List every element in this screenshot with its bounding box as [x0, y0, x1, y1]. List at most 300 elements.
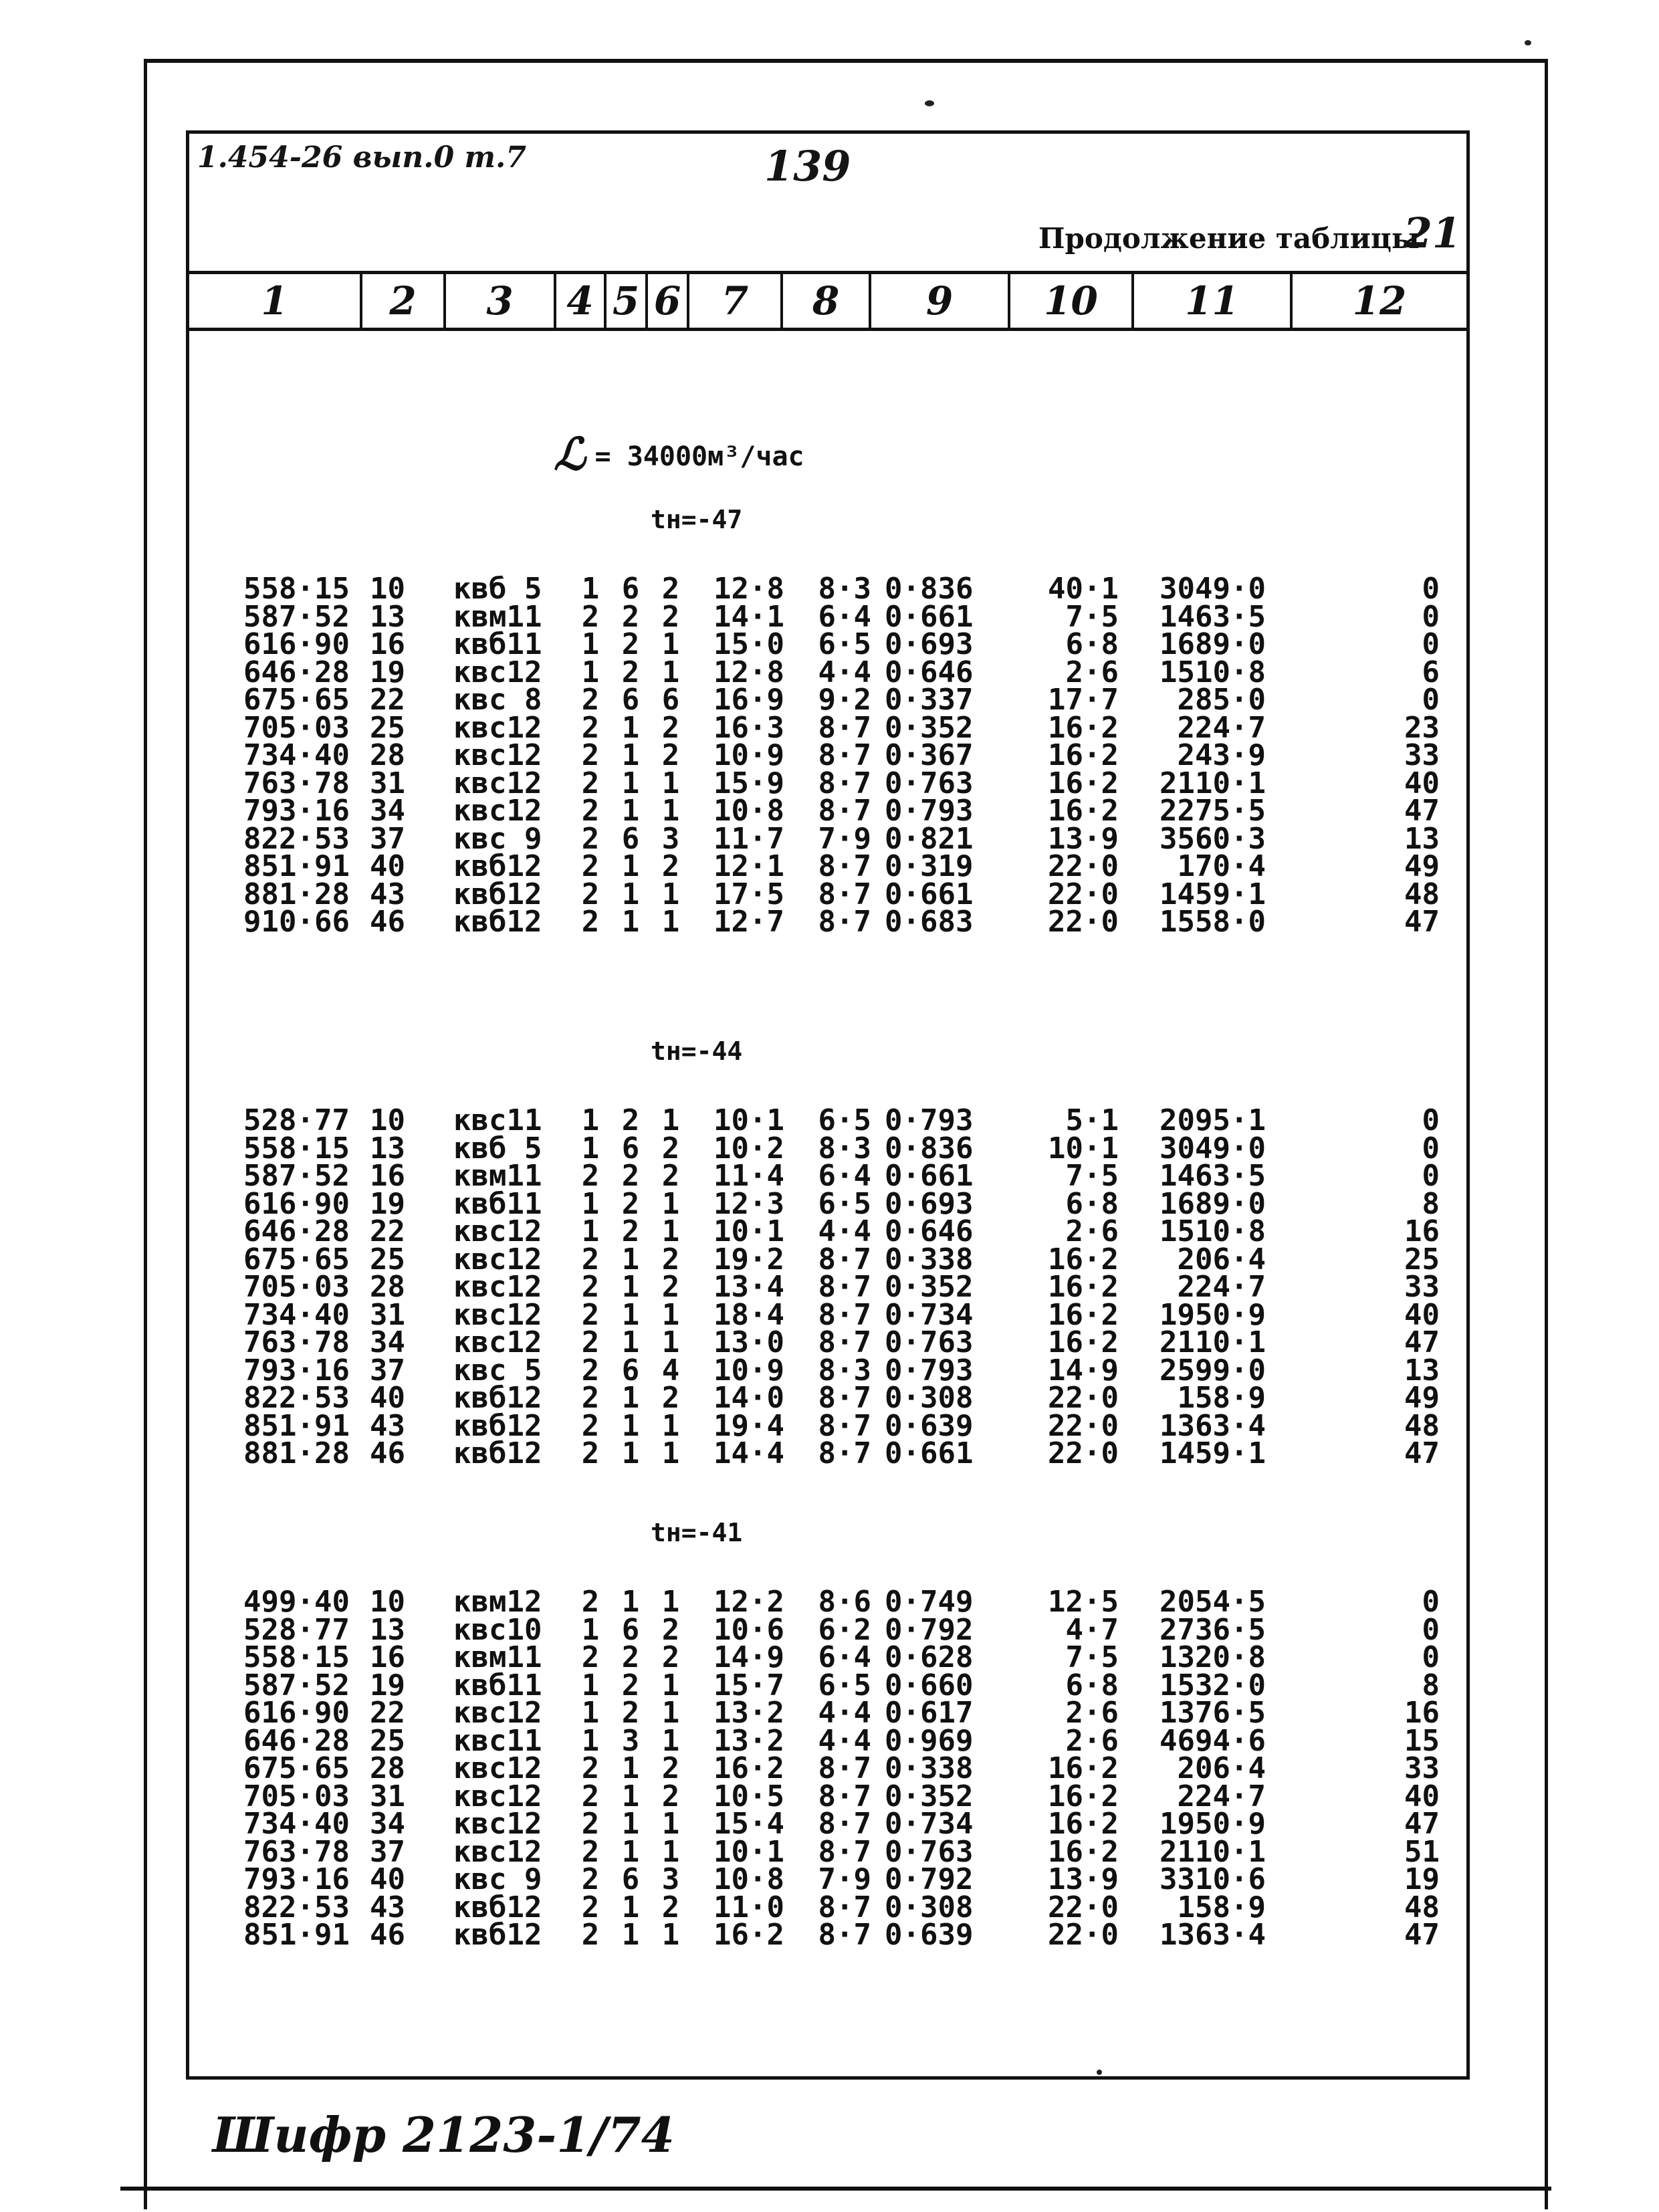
cell-col-3: квс11	[453, 1103, 542, 1137]
cell-col-5: 1	[621, 1436, 640, 1470]
cell-col-5: 1	[621, 1409, 640, 1443]
cell-col-9: 0·763	[885, 766, 974, 800]
cell-col-7: 11·0	[713, 1890, 784, 1924]
cell-col-1: 851·91	[243, 1409, 350, 1443]
cell-col-7: 10·8	[713, 794, 784, 828]
cell-col-11: 1689·0	[1159, 627, 1266, 661]
cell-col-12: 15	[1404, 1724, 1440, 1758]
cell-col-3: квм11	[453, 1159, 542, 1193]
cell-col-8: 8·6	[818, 1585, 871, 1619]
cell-col-5: 2	[621, 600, 640, 634]
column-header-6: 6	[645, 274, 687, 328]
cell-col-7: 12·8	[713, 655, 784, 689]
cell-col-3: квс12	[453, 738, 542, 772]
cell-col-2: 10	[370, 1585, 405, 1619]
cell-col-9: 0·352	[885, 711, 974, 745]
cell-col-4: 2	[581, 683, 600, 717]
cell-col-12: 40	[1404, 766, 1440, 800]
cell-col-7: 12·3	[713, 1187, 784, 1221]
cell-col-6: 2	[661, 738, 680, 772]
cell-col-5: 1	[621, 794, 640, 828]
cell-col-9: 0·693	[885, 627, 974, 661]
cell-col-10: 17·7	[1048, 683, 1119, 717]
cell-col-6: 1	[661, 1724, 680, 1758]
cell-col-1: 646·28	[243, 1724, 350, 1758]
column-header-1: 1	[261, 278, 288, 324]
cell-col-3: квс11	[453, 1724, 542, 1758]
cell-col-8: 8·7	[818, 1325, 871, 1359]
section-title: tн=-47	[651, 505, 743, 534]
cell-col-4: 2	[581, 1270, 600, 1304]
section-title: tн=-41	[651, 1518, 743, 1547]
cell-col-5: 1	[621, 1381, 640, 1415]
cell-col-4: 1	[581, 1696, 600, 1730]
cell-col-12: 0	[1422, 1613, 1440, 1647]
cell-col-3: квс12	[453, 711, 542, 745]
cell-col-7: 10·2	[713, 1131, 784, 1166]
cell-col-2: 22	[370, 683, 405, 717]
cell-col-11: 1363·4	[1159, 1918, 1266, 1952]
column-header-3: 3	[443, 274, 554, 328]
cell-col-6: 1	[661, 1807, 680, 1841]
cell-col-8: 8·7	[818, 1751, 871, 1785]
cell-col-8: 8·7	[818, 1298, 871, 1332]
cell-col-1: 587·52	[243, 1159, 350, 1193]
cell-col-10: 6·8	[1065, 627, 1119, 661]
cell-col-6: 2	[661, 1270, 680, 1304]
cell-col-12: 49	[1404, 1381, 1440, 1415]
cell-col-4: 2	[581, 849, 600, 883]
cell-col-3: квм12	[453, 1585, 542, 1619]
cell-col-5: 1	[621, 1918, 640, 1952]
cell-col-8: 6·2	[818, 1613, 871, 1647]
cell-col-3: квс12	[453, 1242, 542, 1277]
cell-col-6: 1	[661, 1187, 680, 1221]
cell-col-4: 2	[581, 1325, 600, 1359]
cell-col-6: 2	[661, 1159, 680, 1193]
cell-col-10: 10·1	[1048, 1131, 1119, 1166]
table-sheet	[186, 130, 1470, 2080]
table-row	[189, 572, 1460, 606]
cell-col-10: 7·5	[1065, 1640, 1119, 1674]
cell-col-2: 46	[370, 1436, 405, 1470]
cell-col-8: 4·4	[818, 655, 871, 689]
cell-col-11: 1459·1	[1159, 1436, 1266, 1470]
cell-col-5: 3	[621, 1724, 640, 1758]
table-row	[189, 627, 1460, 661]
cell-col-10: 13·9	[1048, 1862, 1119, 1896]
cell-col-12: 40	[1404, 1298, 1440, 1332]
column-header-7: 7	[687, 274, 780, 328]
cell-col-4: 2	[581, 1409, 600, 1443]
cell-col-2: 13	[370, 600, 405, 634]
cell-col-7: 18·4	[713, 1298, 784, 1332]
cell-col-3: квб12	[453, 877, 542, 911]
cell-col-3: квс10	[453, 1613, 542, 1647]
cell-col-3: квс12	[453, 1696, 542, 1730]
cell-col-6: 1	[661, 1298, 680, 1332]
cell-col-7: 12·7	[713, 905, 784, 939]
cell-col-11: 3049·0	[1159, 1131, 1266, 1166]
cell-col-9: 0·661	[885, 1436, 974, 1470]
cell-col-5: 2	[621, 1640, 640, 1674]
cell-col-6: 2	[661, 1242, 680, 1277]
cell-col-11: 158·9	[1177, 1890, 1266, 1924]
cell-col-7: 19·2	[713, 1242, 784, 1277]
cell-col-6: 2	[661, 1613, 680, 1647]
cell-col-2: 19	[370, 1187, 405, 1221]
table-row	[189, 1159, 1460, 1193]
cell-col-1: 793·16	[243, 1862, 350, 1896]
cell-col-7: 10·1	[713, 1214, 784, 1248]
cell-col-8: 8·7	[818, 905, 871, 939]
cell-col-12: 16	[1404, 1696, 1440, 1730]
cell-col-6: 2	[661, 849, 680, 883]
cell-col-5: 1	[621, 1325, 640, 1359]
cell-col-8: 9·2	[818, 683, 871, 717]
cell-col-10: 16·2	[1048, 1298, 1119, 1332]
cell-col-3: квс12	[453, 1835, 542, 1869]
cell-col-5: 1	[621, 877, 640, 911]
cell-col-4: 2	[581, 711, 600, 745]
cell-col-6: 1	[661, 1436, 680, 1470]
top-note: 1.454-26 вып.0 т.7	[197, 140, 526, 175]
cell-col-1: 705·03	[243, 1270, 350, 1304]
cell-col-3: квс12	[453, 1325, 542, 1359]
cell-col-11: 3310·6	[1159, 1862, 1266, 1896]
cell-col-10: 22·0	[1048, 1890, 1119, 1924]
cell-col-2: 34	[370, 1325, 405, 1359]
cell-col-7: 10·1	[713, 1835, 784, 1869]
cell-col-2: 10	[370, 1103, 405, 1137]
cell-col-8: 8·3	[818, 1131, 871, 1166]
cell-col-3: квс12	[453, 1751, 542, 1785]
cell-col-10: 22·0	[1048, 877, 1119, 911]
column-header-2: 2	[360, 274, 443, 328]
cell-col-12: 47	[1404, 1918, 1440, 1952]
cell-col-10: 16·2	[1048, 738, 1119, 772]
cell-col-12: 47	[1404, 1325, 1440, 1359]
column-header-10: 10	[1008, 274, 1131, 328]
column-header-5: 5	[604, 274, 645, 328]
cell-col-6: 1	[661, 1668, 680, 1702]
cell-col-5: 2	[621, 655, 640, 689]
cell-col-7: 11·4	[713, 1159, 784, 1193]
cell-col-8: 8·7	[818, 1779, 871, 1813]
table-row	[189, 1918, 1460, 1952]
cell-col-8: 6·4	[818, 1640, 871, 1674]
cell-col-5: 6	[621, 683, 640, 717]
cell-col-10: 22·0	[1048, 1436, 1119, 1470]
cell-col-4: 2	[581, 877, 600, 911]
cell-col-10: 6·8	[1065, 1187, 1119, 1221]
cell-col-1: 616·90	[243, 1696, 350, 1730]
cell-col-8: 7·9	[818, 1862, 871, 1896]
cell-col-12: 13	[1404, 822, 1440, 856]
cell-col-11: 243·9	[1177, 738, 1266, 772]
cell-col-4: 2	[581, 905, 600, 939]
cell-col-10: 2·6	[1065, 1214, 1119, 1248]
cell-col-1: 822·53	[243, 1381, 350, 1415]
cell-col-4: 2	[581, 1159, 600, 1193]
cell-col-5: 1	[621, 1270, 640, 1304]
cell-col-3: квб11	[453, 1668, 542, 1702]
cell-col-5: 2	[621, 1668, 640, 1702]
cell-col-3: квб11	[453, 1187, 542, 1221]
cell-col-9: 0·352	[885, 1270, 974, 1304]
column-header-row	[189, 271, 1466, 331]
cell-col-11: 2110·1	[1159, 766, 1266, 800]
cell-col-3: квс 9	[453, 1862, 542, 1896]
table-row	[189, 1103, 1460, 1137]
cell-col-8: 8·7	[818, 738, 871, 772]
cell-col-5: 1	[621, 1751, 640, 1785]
cell-col-12: 48	[1404, 1409, 1440, 1443]
table-row	[189, 794, 1460, 828]
cell-col-7: 10·1	[713, 1103, 784, 1137]
cell-col-11: 1558·0	[1159, 905, 1266, 939]
cell-col-5: 6	[621, 572, 640, 606]
cell-col-12: 0	[1422, 1131, 1440, 1166]
flow-symbol: ℒ	[554, 428, 586, 480]
cell-col-7: 12·1	[713, 849, 784, 883]
cell-col-11: 1376·5	[1159, 1696, 1266, 1730]
cell-col-11: 1532·0	[1159, 1668, 1266, 1702]
cell-col-4: 2	[581, 1918, 600, 1952]
cell-col-3: квб12	[453, 905, 542, 939]
cell-col-6: 2	[661, 711, 680, 745]
cell-col-7: 14·9	[713, 1640, 784, 1674]
cell-col-8: 8·7	[818, 794, 871, 828]
cell-col-4: 2	[581, 822, 600, 856]
cell-col-11: 1463·5	[1159, 1159, 1266, 1193]
cell-col-1: 763·78	[243, 766, 350, 800]
cell-col-10: 5·1	[1065, 1103, 1119, 1137]
signature: Шифр 2123-1/74	[213, 2106, 675, 2163]
cell-col-1: 734·40	[243, 1807, 350, 1841]
table-row	[189, 849, 1460, 883]
cell-col-10: 16·2	[1048, 1807, 1119, 1841]
cell-col-2: 13	[370, 1131, 405, 1166]
cell-col-10: 16·2	[1048, 1751, 1119, 1785]
cell-col-12: 33	[1404, 1751, 1440, 1785]
cell-col-4: 2	[581, 1585, 600, 1619]
cell-col-7: 11·7	[713, 822, 784, 856]
cell-col-5: 2	[621, 1214, 640, 1248]
cell-col-9: 0·319	[885, 849, 974, 883]
cell-col-3: квб12	[453, 849, 542, 883]
cell-col-9: 0·367	[885, 738, 974, 772]
cell-col-2: 34	[370, 794, 405, 828]
cell-col-1: 881·28	[243, 877, 350, 911]
cell-col-7: 15·0	[713, 627, 784, 661]
cell-col-6: 1	[661, 1696, 680, 1730]
cell-col-4: 1	[581, 1613, 600, 1647]
cell-col-8: 8·7	[818, 1270, 871, 1304]
cell-col-4: 2	[581, 1779, 600, 1813]
cell-col-9: 0·793	[885, 1353, 974, 1388]
cell-col-9: 0·639	[885, 1409, 974, 1443]
cell-col-10: 16·2	[1048, 794, 1119, 828]
cell-col-10: 7·5	[1065, 600, 1119, 634]
cell-col-6: 1	[661, 1585, 680, 1619]
cell-col-11: 2110·1	[1159, 1325, 1266, 1359]
table-row	[189, 905, 1460, 939]
cell-col-1: 646·28	[243, 655, 350, 689]
cell-col-7: 13·4	[713, 1270, 784, 1304]
cell-col-9: 0·969	[885, 1724, 974, 1758]
cell-col-9: 0·660	[885, 1668, 974, 1702]
ink-speck	[925, 100, 934, 106]
cell-col-2: 37	[370, 1353, 405, 1388]
cell-col-3: квб12	[453, 1409, 542, 1443]
cell-col-11: 3049·0	[1159, 572, 1266, 606]
cell-col-2: 25	[370, 1242, 405, 1277]
cell-col-9: 0·661	[885, 1159, 974, 1193]
table-row	[189, 1270, 1460, 1304]
cell-col-10: 2·6	[1065, 655, 1119, 689]
cell-col-4: 2	[581, 1381, 600, 1415]
cell-col-8: 6·4	[818, 1159, 871, 1193]
cell-col-10: 16·2	[1048, 1835, 1119, 1869]
cell-col-9: 0·734	[885, 1298, 974, 1332]
cell-col-11: 1689·0	[1159, 1187, 1266, 1221]
cell-col-9: 0·792	[885, 1613, 974, 1647]
cell-col-1: 851·91	[243, 1918, 350, 1952]
cell-col-5: 6	[621, 822, 640, 856]
cell-col-7: 10·8	[713, 1862, 784, 1896]
cell-col-2: 43	[370, 1409, 405, 1443]
cell-col-10: 22·0	[1048, 1918, 1119, 1952]
cell-col-7: 16·9	[713, 683, 784, 717]
cell-col-9: 0·628	[885, 1640, 974, 1674]
cell-col-9: 0·763	[885, 1325, 974, 1359]
cell-col-8: 4·4	[818, 1724, 871, 1758]
cell-col-7: 16·2	[713, 1751, 784, 1785]
cell-col-6: 1	[661, 1918, 680, 1952]
cell-col-2: 40	[370, 1862, 405, 1896]
cell-col-1: 616·90	[243, 1187, 350, 1221]
cell-col-6: 2	[661, 1640, 680, 1674]
cell-col-6: 1	[661, 627, 680, 661]
cell-col-10: 22·0	[1048, 905, 1119, 939]
cell-col-2: 37	[370, 822, 405, 856]
cell-col-10: 12·5	[1048, 1585, 1119, 1619]
cell-col-9: 0·821	[885, 822, 974, 856]
cell-col-9: 0·793	[885, 794, 974, 828]
cell-col-10: 22·0	[1048, 1409, 1119, 1443]
cell-col-8: 8·7	[818, 1918, 871, 1952]
column-header-12: 12	[1290, 274, 1466, 328]
cell-col-2: 25	[370, 711, 405, 745]
cell-col-3: квб 5	[453, 1131, 542, 1166]
cell-col-4: 1	[581, 1668, 600, 1702]
cell-col-5: 1	[621, 1242, 640, 1277]
cell-col-1: 499·40	[243, 1585, 350, 1619]
cell-col-12: 19	[1404, 1862, 1440, 1896]
cell-col-5: 2	[621, 1103, 640, 1137]
cell-col-2: 25	[370, 1724, 405, 1758]
cell-col-10: 16·2	[1048, 711, 1119, 745]
cell-col-8: 8·7	[818, 1835, 871, 1869]
cell-col-4: 1	[581, 1131, 600, 1166]
table-row	[189, 1640, 1460, 1674]
cell-col-4: 2	[581, 1298, 600, 1332]
cell-col-3: квс12	[453, 766, 542, 800]
cell-col-2: 31	[370, 1779, 405, 1813]
cell-col-8: 8·7	[818, 849, 871, 883]
cell-col-3: квс 5	[453, 1353, 542, 1388]
cell-col-1: 558·15	[243, 1131, 350, 1166]
cell-col-12: 13	[1404, 1353, 1440, 1388]
cell-col-8: 8·7	[818, 711, 871, 745]
cell-col-1: 822·53	[243, 1890, 350, 1924]
cell-col-3: квс 8	[453, 683, 542, 717]
flow-formula-text: = 34000м³/час	[594, 441, 804, 472]
cell-col-7: 10·9	[713, 1353, 784, 1388]
cell-col-9: 0·763	[885, 1835, 974, 1869]
cell-col-1: 705·03	[243, 1779, 350, 1813]
cell-col-6: 6	[661, 683, 680, 717]
cell-col-8: 6·5	[818, 1103, 871, 1137]
cell-col-4: 1	[581, 1187, 600, 1221]
cell-col-2: 40	[370, 1381, 405, 1415]
cell-col-6: 1	[661, 1325, 680, 1359]
cell-col-11: 1950·9	[1159, 1298, 1266, 1332]
cell-col-4: 1	[581, 627, 600, 661]
cell-col-12: 47	[1404, 905, 1440, 939]
cell-col-4: 1	[581, 1724, 600, 1758]
cell-col-11: 2110·1	[1159, 1835, 1266, 1869]
column-header-11: 11	[1131, 274, 1290, 328]
cell-col-9: 0·352	[885, 1779, 974, 1813]
cell-col-1: 793·16	[243, 794, 350, 828]
cell-col-9: 0·308	[885, 1381, 974, 1415]
cell-col-11: 2054·5	[1159, 1585, 1266, 1619]
cell-col-3: квб12	[453, 1918, 542, 1952]
cell-col-2: 40	[370, 849, 405, 883]
cell-col-12: 47	[1404, 1436, 1440, 1470]
cell-col-8: 6·4	[818, 600, 871, 634]
cell-col-5: 6	[621, 1613, 640, 1647]
cell-col-3: квс12	[453, 1779, 542, 1813]
cell-col-9: 0·661	[885, 877, 974, 911]
table-row	[189, 1807, 1460, 1841]
table-number: 21	[1403, 209, 1461, 257]
cell-col-11: 1459·1	[1159, 877, 1266, 911]
cell-col-2: 22	[370, 1214, 405, 1248]
cell-col-7: 10·9	[713, 738, 784, 772]
cell-col-1: 705·03	[243, 711, 350, 745]
cell-col-7: 13·0	[713, 1325, 784, 1359]
cell-col-9: 0·836	[885, 1131, 974, 1166]
cell-col-11: 158·9	[1177, 1381, 1266, 1415]
cell-col-4: 2	[581, 1807, 600, 1841]
cell-col-2: 37	[370, 1835, 405, 1869]
cell-col-2: 28	[370, 1751, 405, 1785]
cell-col-6: 1	[661, 1835, 680, 1869]
cell-col-11: 1463·5	[1159, 600, 1266, 634]
cell-col-9: 0·617	[885, 1696, 974, 1730]
cell-col-8: 8·7	[818, 877, 871, 911]
table-row	[189, 1862, 1460, 1896]
cell-col-11: 2275·5	[1159, 794, 1266, 828]
cell-col-3: квб12	[453, 1381, 542, 1415]
cell-col-1: 646·28	[243, 1214, 350, 1248]
cell-col-12: 49	[1404, 849, 1440, 883]
cell-col-10: 16·2	[1048, 766, 1119, 800]
cell-col-9: 0·646	[885, 1214, 974, 1248]
